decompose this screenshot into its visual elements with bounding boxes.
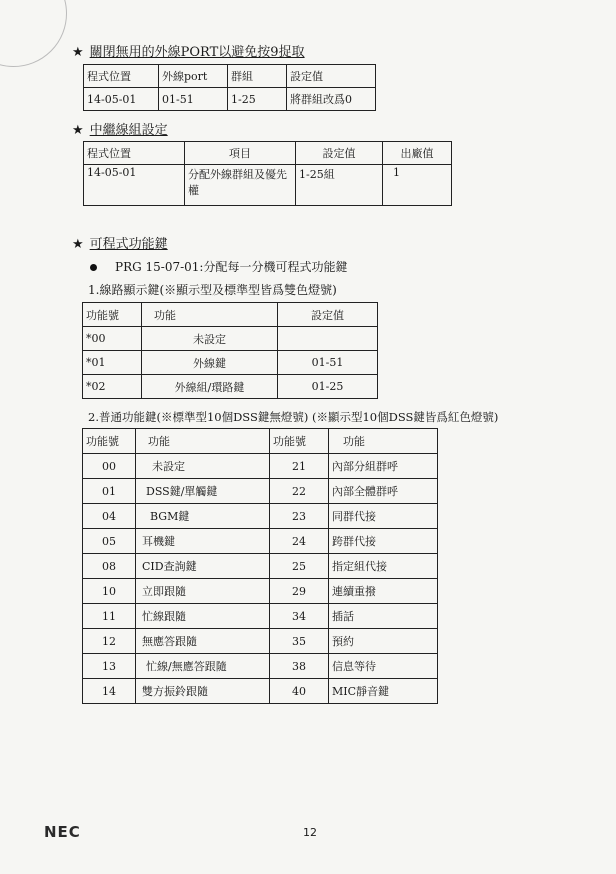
- table-header-cell: 出廠值: [383, 142, 452, 165]
- table-cell: 04: [83, 504, 136, 529]
- table-cell: [278, 327, 378, 351]
- table-header-row: [84, 65, 376, 88]
- table-cell: 忙線跟隨: [136, 604, 270, 629]
- table-cell: 22: [270, 479, 329, 504]
- table-cell: 34: [270, 604, 329, 629]
- table-cell: 外線鍵: [142, 351, 278, 375]
- table-cell: 10: [83, 579, 136, 604]
- table-cell: 外線組/環路鍵: [142, 375, 278, 399]
- prg-line: PRG 15-07-01:分配每一分機可程式功能鍵: [90, 258, 347, 275]
- table-cell: 同群代接: [329, 504, 438, 529]
- table-cell: 01-25: [278, 375, 378, 399]
- table-cell: 14-05-01: [84, 165, 185, 206]
- table-header-row: [83, 303, 378, 327]
- table-header-cell: 項目: [185, 142, 296, 165]
- table-cell: 預約: [329, 629, 438, 654]
- table-row: [83, 554, 438, 579]
- table-cell: 25: [270, 554, 329, 579]
- table-row: [84, 165, 452, 206]
- table-cell: 11: [83, 604, 136, 629]
- table-cell: *01: [83, 351, 142, 375]
- table-cell: 08: [83, 554, 136, 579]
- table-header-cell: 功能: [136, 429, 270, 454]
- table-cell: BGM鍵: [136, 504, 270, 529]
- table-function-keys: [82, 428, 438, 704]
- table-cell: 內部全體群呼: [329, 479, 438, 504]
- table-row: [83, 654, 438, 679]
- table-cell: 分配外線群組及優先權: [185, 165, 296, 206]
- table-cell: 耳機鍵: [136, 529, 270, 554]
- table-cell: 將群組改爲0: [287, 88, 376, 111]
- table-row: [83, 504, 438, 529]
- table-cell: 雙方振鈴跟隨: [136, 679, 270, 704]
- table-cell: 01: [83, 479, 136, 504]
- table-cell: 1-25組: [296, 165, 383, 206]
- table-header-cell: 群組: [228, 65, 287, 88]
- table-header-cell: 功能號: [83, 303, 142, 327]
- table-trunk-group: [83, 141, 452, 206]
- table-header-cell: 程式位置: [84, 142, 185, 165]
- table-cell: 24: [270, 529, 329, 554]
- table-cell: 無應答跟隨: [136, 629, 270, 654]
- nec-logo: NEC: [44, 823, 81, 841]
- table-cell: *02: [83, 375, 142, 399]
- table-header-cell: 功能: [329, 429, 438, 454]
- table-cell: 01-51: [159, 88, 228, 111]
- table-cell: CID查詢鍵: [136, 554, 270, 579]
- table-header-cell: 外線port: [159, 65, 228, 88]
- table-cell: 00: [83, 454, 136, 479]
- table-row: [83, 529, 438, 554]
- table-row: [83, 679, 438, 704]
- table-cell: 23: [270, 504, 329, 529]
- section-title-trunk-group: ★ 中繼線組設定: [72, 123, 168, 138]
- table-cell: 35: [270, 629, 329, 654]
- table-row: [83, 375, 378, 399]
- table-row: [83, 629, 438, 654]
- section-title-programmable-keys: ★ 可程式功能鍵: [72, 237, 168, 252]
- table-row: [83, 327, 378, 351]
- table-cell: 21: [270, 454, 329, 479]
- table-cell: 40: [270, 679, 329, 704]
- table-row: [83, 351, 378, 375]
- table-cell: 14: [83, 679, 136, 704]
- table-header-cell: 設定值: [287, 65, 376, 88]
- table-row: [83, 579, 438, 604]
- binding-hole: [0, 0, 67, 67]
- table-header-row: [84, 142, 452, 165]
- table-header-cell: 功能號: [83, 429, 136, 454]
- table-cell: 12: [83, 629, 136, 654]
- table-cell: DSS鍵/單觸鍵: [136, 479, 270, 504]
- star-icon: ★: [72, 237, 84, 252]
- table-port-disable: [83, 64, 376, 111]
- star-icon: ★: [72, 45, 84, 60]
- table-cell: 未設定: [136, 454, 270, 479]
- table-cell: 插話: [329, 604, 438, 629]
- table-cell: 內部分組群呼: [329, 454, 438, 479]
- table-row: [83, 604, 438, 629]
- table-header-cell: 功能號: [270, 429, 329, 454]
- table-header-cell: 設定值: [278, 303, 378, 327]
- table-cell: 1: [383, 165, 452, 206]
- star-icon: ★: [72, 123, 84, 138]
- table-cell: *00: [83, 327, 142, 351]
- table-cell: MIC靜音鍵: [329, 679, 438, 704]
- table-header-row: [83, 429, 438, 454]
- table-row: [83, 479, 438, 504]
- bullet-icon: [90, 264, 97, 271]
- table-header-cell: 程式位置: [84, 65, 159, 88]
- table-header-cell: 設定值: [296, 142, 383, 165]
- table-cell: 跨群代接: [329, 529, 438, 554]
- table-cell: 1-25: [228, 88, 287, 111]
- subsection-title-function-keys: 2.普通功能鍵(※標準型10個DSS鍵無燈號) (※顯示型10個DSS鍵皆爲紅色燈號): [88, 410, 499, 424]
- table-cell: 連續重撥: [329, 579, 438, 604]
- table-cell: 信息等待: [329, 654, 438, 679]
- table-row: [84, 88, 376, 111]
- table-header-cell: 功能: [142, 303, 278, 327]
- table-cell: 29: [270, 579, 329, 604]
- table-cell: 13: [83, 654, 136, 679]
- table-cell: 忙線/無應答跟隨: [136, 654, 270, 679]
- table-cell: 01-51: [278, 351, 378, 375]
- section-title-disable-ports: ★ 關閉無用的外線PORT以避免按9捉取: [72, 45, 305, 60]
- subsection-title-line-keys: 1.線路顯示鍵(※顯示型及標準型皆爲雙色燈號): [88, 283, 337, 297]
- table-line-keys: [82, 302, 378, 399]
- page-number: 12: [303, 826, 317, 839]
- table-row: [83, 454, 438, 479]
- table-cell: 未設定: [142, 327, 278, 351]
- table-cell: 38: [270, 654, 329, 679]
- table-cell: 指定組代接: [329, 554, 438, 579]
- table-cell: 05: [83, 529, 136, 554]
- table-cell: 14-05-01: [84, 88, 159, 111]
- table-cell: 立即跟隨: [136, 579, 270, 604]
